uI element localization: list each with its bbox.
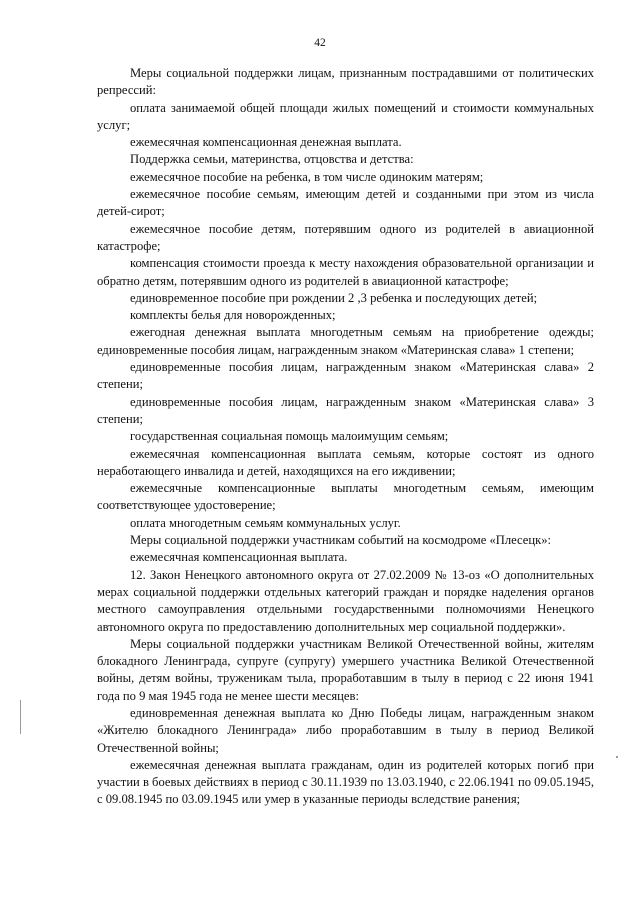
paragraph: ежемесячные компенсационные выплаты многодетным семьям, имеющим соответствующее удостоверение;	[97, 481, 594, 513]
paragraph: Меры социальной поддержки лицам, признанным пострадавшими от политических репрессий:	[97, 66, 594, 98]
paragraph: ежемесячная компенсационная денежная выплата.	[130, 135, 402, 150]
paragraph: оплата многодетным семьям коммунальных услуг.	[130, 515, 401, 530]
paragraph: единовременное пособие при рождении 2 ,3 ребенка и последующих детей;	[130, 290, 538, 305]
page-number: 42	[314, 37, 326, 49]
paragraph: комплекты белья для новорожденных;	[130, 308, 336, 323]
paragraph: Поддержка семьи, материнства, отцовства и детства:	[130, 152, 414, 167]
paragraph: единовременная денежная выплата ко Дню Победы лицам, награжденным знаком «Жителю блокадного Ленинграда» либо проработавшим в тылу в период Великой Отечественной войны;	[97, 705, 594, 755]
paragraph: ежемесячная компенсационная выплата семьям, которые состоят из одного неработающего инвалида и детей, находящихся на его иждивении;	[97, 446, 594, 478]
scan-artifact	[616, 756, 618, 758]
paragraph: Меры социальной поддержки участникам событий на космодроме «Плесецк»:	[130, 533, 552, 548]
paragraph: оплата занимаемой общей площади жилых помещений и стоимости коммунальных услуг;	[97, 100, 594, 132]
paragraph: единовременные пособия лицам, награжденным знаком «Материнская слава» 3 степени;	[97, 394, 594, 426]
paragraph: государственная социальная помощь малоимущим семьям;	[130, 429, 449, 444]
document-body	[97, 65, 594, 809]
paragraph: ежемесячная компенсационная выплата.	[130, 550, 348, 565]
paragraph: Меры социальной поддержки участникам Великой Отечественной войны, жителям блокадного Ленинграда, супруге (супругу) умершего участника Великой Отечественной войны, детям войны, труженикам тыла, проработавшим в тылу в период с 22 июня 1941 года по 9 мая 1945 года не менее шести месяцев:	[97, 636, 594, 703]
paragraph: ежемесячная денежная выплата гражданам, один из родителей которых погиб при участии в боевых действиях в период с 30.11.1939 по 13.03.1940, с 22.06.1941 по 09.05.1945, с 09.08.1945 по 03.09.1945 или умер в указанные периоды вследствие ранения;	[97, 757, 594, 807]
paragraph: 12. Закон Ненецкого автономного округа от 27.02.2009 № 13-оз «О дополнительных мерах социальной поддержки отдельных категорий граждан и порядке наделения органов местного самоуправления отдельными государственными полномочиями Ненецкого автономного округа по предоставлению дополнительных мер социальной поддержки».	[97, 567, 594, 634]
paragraph: единовременные пособия лицам, награжденным знаком «Материнская слава» 2 степени;	[97, 360, 594, 392]
paragraph: компенсация стоимости проезда к месту нахождения образовательной организации и обратно детям, потерявшим одного из родителей в авиационной катастрофе;	[97, 256, 594, 288]
paragraph: ежегодная денежная выплата многодетным семьям на приобретение одежды; единовременные пособия лицам, награжденным знаком «Материнская слава» 1 степени;	[97, 325, 594, 357]
paragraph: ежемесячное пособие семьям, имеющим детей и созданными при этом из числа детей-сирот;	[97, 187, 594, 219]
scan-artifact	[20, 700, 21, 734]
paragraph: ежемесячное пособие детям, потерявшим одного из родителей в авиационной катастрофе;	[97, 221, 594, 253]
paragraph: ежемесячное пособие на ребенка, в том числе одиноким матерям;	[130, 169, 484, 184]
